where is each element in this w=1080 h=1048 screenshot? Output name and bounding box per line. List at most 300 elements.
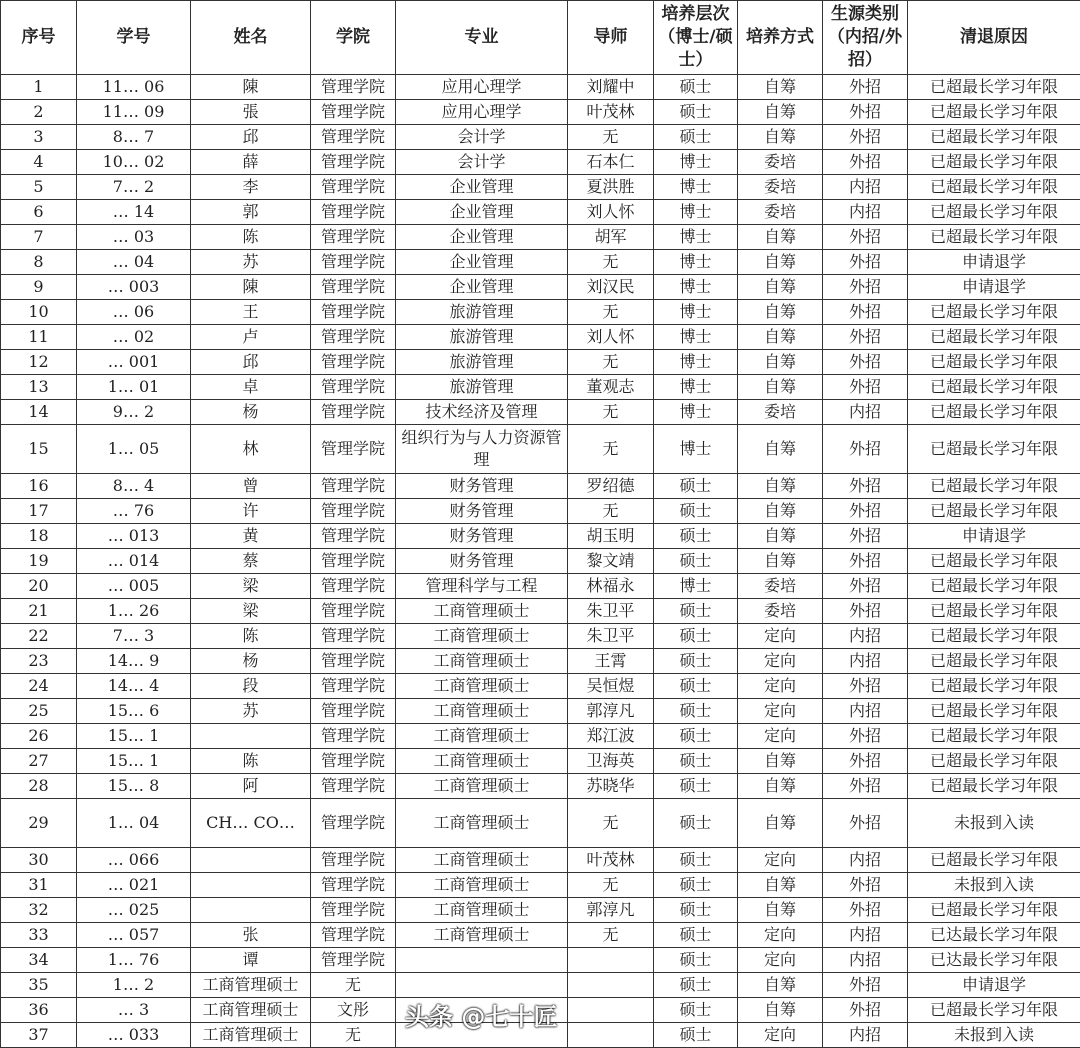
table-row — [1, 275, 1080, 300]
cell-level: 博士 — [654, 325, 738, 350]
cell-reason: 已超最长学习年限 — [908, 150, 1080, 175]
cell-student-id: … 003 — [77, 275, 191, 300]
cell-reason: 已超最长学习年限 — [908, 499, 1080, 524]
cell-no: 21 — [1, 599, 77, 624]
cell-source: 内招 — [823, 848, 908, 873]
cell-major: 应用心理学 — [396, 100, 568, 125]
table-row — [1, 499, 1080, 524]
cell-mode: 自筹 — [738, 524, 823, 549]
cell-student-id: … 033 — [77, 1023, 191, 1048]
table-row — [1, 799, 1080, 848]
cell-advisor: 郭淳凡 — [568, 898, 654, 923]
header-reason: 清退原因 — [908, 1, 1080, 75]
cell-advisor: 朱卫平 — [568, 599, 654, 624]
cell-college: 管理学院 — [311, 300, 396, 325]
cell-no: 31 — [1, 873, 77, 898]
cell-reason: 未报到入读 — [908, 1023, 1080, 1048]
cell-student-id: … 021 — [77, 873, 191, 898]
cell-no: 1 — [1, 75, 77, 100]
cell-mode: 定向 — [738, 923, 823, 948]
cell-reason: 已超最长学习年限 — [908, 325, 1080, 350]
cell-name: 邱 — [191, 125, 311, 150]
cell-reason: 已超最长学习年限 — [908, 774, 1080, 799]
cell-no: 30 — [1, 848, 77, 873]
table-body — [1, 75, 1080, 1048]
cell-major: 工商管理硕士 — [396, 674, 568, 699]
cell-college: 管理学院 — [311, 873, 396, 898]
cell-major: 财务管理 — [396, 524, 568, 549]
cell-mode: 委培 — [738, 400, 823, 425]
cell-level: 博士 — [654, 425, 738, 474]
cell-level: 硕士 — [654, 499, 738, 524]
cell-no: 34 — [1, 948, 77, 973]
table-row — [1, 75, 1080, 100]
cell-advisor — [568, 973, 654, 998]
cell-advisor: 刘汉民 — [568, 275, 654, 300]
cell-major: 旅游管理 — [396, 325, 568, 350]
cell-mode: 自筹 — [738, 774, 823, 799]
cell-name: 蔡 — [191, 549, 311, 574]
cell-level: 博士 — [654, 400, 738, 425]
cell-level: 博士 — [654, 350, 738, 375]
cell-advisor: 石本仁 — [568, 150, 654, 175]
cell-name: 陳 — [191, 275, 311, 300]
table-row — [1, 674, 1080, 699]
cell-student-id: 11… 09 — [77, 100, 191, 125]
cell-no: 25 — [1, 699, 77, 724]
cell-source: 外招 — [823, 350, 908, 375]
cell-reason: 已超最长学习年限 — [908, 574, 1080, 599]
cell-level: 硕士 — [654, 474, 738, 499]
cell-source: 内招 — [823, 948, 908, 973]
cell-level: 博士 — [654, 250, 738, 275]
cell-name: 郭 — [191, 200, 311, 225]
cell-source: 外招 — [823, 898, 908, 923]
cell-major: 工商管理硕士 — [396, 774, 568, 799]
cell-source: 外招 — [823, 150, 908, 175]
cell-college: 管理学院 — [311, 574, 396, 599]
cell-college: 管理学院 — [311, 100, 396, 125]
cell-reason: 已超最长学习年限 — [908, 400, 1080, 425]
cell-level: 硕士 — [654, 898, 738, 923]
cell-no: 2 — [1, 100, 77, 125]
cell-level: 硕士 — [654, 724, 738, 749]
table-row — [1, 724, 1080, 749]
cell-source: 外招 — [823, 524, 908, 549]
cell-no: 26 — [1, 724, 77, 749]
cell-student-id: … 3 — [77, 998, 191, 1023]
cell-name: 阿 — [191, 774, 311, 799]
cell-student-id: … 025 — [77, 898, 191, 923]
cell-no: 27 — [1, 749, 77, 774]
cell-advisor: 罗绍德 — [568, 474, 654, 499]
cell-major: 财务管理 — [396, 549, 568, 574]
cell-student-id: … 02 — [77, 325, 191, 350]
cell-source: 外招 — [823, 873, 908, 898]
cell-name: 張 — [191, 100, 311, 125]
cell-advisor: 夏洪胜 — [568, 175, 654, 200]
cell-student-id: 9… 2 — [77, 400, 191, 425]
table-row — [1, 549, 1080, 574]
cell-no: 3 — [1, 125, 77, 150]
table-row — [1, 375, 1080, 400]
cell-advisor: 叶茂林 — [568, 100, 654, 125]
cell-college: 管理学院 — [311, 425, 396, 474]
cell-major: 财务管理 — [396, 474, 568, 499]
cell-name: 卓 — [191, 375, 311, 400]
cell-mode: 自筹 — [738, 125, 823, 150]
cell-mode: 自筹 — [738, 799, 823, 848]
cell-advisor: 无 — [568, 799, 654, 848]
cell-name: 谭 — [191, 948, 311, 973]
cell-name: 张 — [191, 923, 311, 948]
cell-college: 管理学院 — [311, 499, 396, 524]
cell-college: 管理学院 — [311, 624, 396, 649]
cell-level: 博士 — [654, 225, 738, 250]
cell-college: 管理学院 — [311, 225, 396, 250]
cell-student-id: 15… 1 — [77, 724, 191, 749]
cell-name — [191, 898, 311, 923]
cell-advisor — [568, 998, 654, 1023]
cell-name: 薛 — [191, 150, 311, 175]
cell-advisor: 郑江波 — [568, 724, 654, 749]
cell-reason: 已超最长学习年限 — [908, 350, 1080, 375]
cell-reason: 未报到入读 — [908, 799, 1080, 848]
table-row — [1, 200, 1080, 225]
cell-college: 管理学院 — [311, 325, 396, 350]
cell-name: 曾 — [191, 474, 311, 499]
cell-major: 工商管理硕士 — [396, 799, 568, 848]
cell-name: 段 — [191, 674, 311, 699]
cell-reason: 已超最长学习年限 — [908, 375, 1080, 400]
cell-no: 17 — [1, 499, 77, 524]
cell-level: 硕士 — [654, 1023, 738, 1048]
cell-source: 外招 — [823, 225, 908, 250]
cell-college: 管理学院 — [311, 923, 396, 948]
header-name: 姓名 — [191, 1, 311, 75]
cell-reason: 已达最长学习年限 — [908, 923, 1080, 948]
cell-no: 20 — [1, 574, 77, 599]
cell-student-id: 8… 7 — [77, 125, 191, 150]
cell-mode: 定向 — [738, 948, 823, 973]
cell-reason: 已超最长学习年限 — [908, 674, 1080, 699]
cell-level: 硕士 — [654, 674, 738, 699]
cell-source: 外招 — [823, 425, 908, 474]
cell-advisor: 吴恒煜 — [568, 674, 654, 699]
cell-major: 工商管理硕士 — [396, 749, 568, 774]
cell-name: 卢 — [191, 325, 311, 350]
cell-mode: 定向 — [738, 848, 823, 873]
cell-student-id: … 76 — [77, 499, 191, 524]
cell-level: 硕士 — [654, 973, 738, 998]
cell-major: 管理科学与工程 — [396, 574, 568, 599]
cell-mode: 定向 — [738, 674, 823, 699]
cell-mode: 自筹 — [738, 75, 823, 100]
cell-source: 外招 — [823, 724, 908, 749]
cell-mode: 自筹 — [738, 898, 823, 923]
cell-major: 企业管理 — [396, 175, 568, 200]
cell-major: 工商管理硕士 — [396, 724, 568, 749]
table-row — [1, 649, 1080, 674]
cell-reason: 已超最长学习年限 — [908, 699, 1080, 724]
header-no: 序号 — [1, 1, 77, 75]
cell-advisor: 董观志 — [568, 375, 654, 400]
cell-college: 管理学院 — [311, 649, 396, 674]
cell-reason: 已超最长学习年限 — [908, 75, 1080, 100]
cell-level: 硕士 — [654, 998, 738, 1023]
cell-college: 管理学院 — [311, 699, 396, 724]
header-college: 学院 — [311, 1, 396, 75]
cell-major: 工商管理硕士 — [396, 649, 568, 674]
cell-student-id: 7… 2 — [77, 175, 191, 200]
cell-no: 32 — [1, 898, 77, 923]
cell-college: 管理学院 — [311, 898, 396, 923]
cell-mode: 自筹 — [738, 973, 823, 998]
table-row — [1, 948, 1080, 973]
header-student-id: 学号 — [77, 1, 191, 75]
cell-mode: 自筹 — [738, 474, 823, 499]
table-row — [1, 574, 1080, 599]
cell-source: 外招 — [823, 75, 908, 100]
cell-no: 24 — [1, 674, 77, 699]
cell-no: 7 — [1, 225, 77, 250]
cell-advisor: 胡玉明 — [568, 524, 654, 549]
cell-student-id: 1… 01 — [77, 375, 191, 400]
cell-no: 33 — [1, 923, 77, 948]
cell-major: 工商管理硕士 — [396, 699, 568, 724]
cell-reason: 申请退学 — [908, 524, 1080, 549]
cell-advisor: 郭淳凡 — [568, 699, 654, 724]
cell-source: 内招 — [823, 649, 908, 674]
cell-student-id: … 013 — [77, 524, 191, 549]
cell-college: 管理学院 — [311, 524, 396, 549]
cell-source: 内招 — [823, 923, 908, 948]
cell-student-id: 15… 1 — [77, 749, 191, 774]
cell-mode: 委培 — [738, 599, 823, 624]
cell-source: 外招 — [823, 499, 908, 524]
cell-mode: 自筹 — [738, 425, 823, 474]
table-row — [1, 973, 1080, 998]
cell-name: 王 — [191, 300, 311, 325]
cell-advisor: 卫海英 — [568, 749, 654, 774]
cell-name: 陈 — [191, 749, 311, 774]
cell-college: 无 — [311, 1023, 396, 1048]
cell-major: 应用心理学 — [396, 75, 568, 100]
cell-student-id: 14… 9 — [77, 649, 191, 674]
cell-level: 博士 — [654, 200, 738, 225]
cell-source: 外招 — [823, 300, 908, 325]
cell-source: 外招 — [823, 998, 908, 1023]
cell-advisor: 胡军 — [568, 225, 654, 250]
table-row — [1, 225, 1080, 250]
cell-name: 苏 — [191, 250, 311, 275]
cell-advisor: 林福永 — [568, 574, 654, 599]
watermark: 头条 @七十匠 — [405, 1002, 557, 1032]
cell-no: 8 — [1, 250, 77, 275]
cell-student-id: … 066 — [77, 848, 191, 873]
cell-advisor: 黎文靖 — [568, 549, 654, 574]
table-row — [1, 873, 1080, 898]
cell-level: 硕士 — [654, 799, 738, 848]
cell-level: 硕士 — [654, 749, 738, 774]
cell-source: 外招 — [823, 574, 908, 599]
cell-student-id: 1… 2 — [77, 973, 191, 998]
cell-advisor: 无 — [568, 873, 654, 898]
header-major: 专业 — [396, 1, 568, 75]
cell-college: 管理学院 — [311, 549, 396, 574]
cell-reason: 未报到入读 — [908, 873, 1080, 898]
table-row — [1, 400, 1080, 425]
cell-level: 硕士 — [654, 624, 738, 649]
cell-name: 陈 — [191, 225, 311, 250]
cell-name: 杨 — [191, 649, 311, 674]
cell-advisor: 无 — [568, 350, 654, 375]
cell-advisor: 刘人怀 — [568, 325, 654, 350]
cell-reason: 申请退学 — [908, 275, 1080, 300]
cell-student-id: 7… 3 — [77, 624, 191, 649]
cell-no: 19 — [1, 549, 77, 574]
cell-reason: 已超最长学习年限 — [908, 474, 1080, 499]
cell-level: 博士 — [654, 275, 738, 300]
cell-advisor: 朱卫平 — [568, 624, 654, 649]
table-row — [1, 923, 1080, 948]
cell-major: 旅游管理 — [396, 375, 568, 400]
cell-college: 管理学院 — [311, 75, 396, 100]
table-row — [1, 350, 1080, 375]
cell-college: 管理学院 — [311, 375, 396, 400]
cell-reason: 已超最长学习年限 — [908, 225, 1080, 250]
cell-college: 文彤 — [311, 998, 396, 1023]
table-row — [1, 848, 1080, 873]
cell-name: 林 — [191, 425, 311, 474]
cell-no: 15 — [1, 425, 77, 474]
cell-mode: 自筹 — [738, 325, 823, 350]
cell-level: 硕士 — [654, 873, 738, 898]
cell-reason: 已超最长学习年限 — [908, 300, 1080, 325]
cell-level: 博士 — [654, 175, 738, 200]
cell-name — [191, 848, 311, 873]
cell-major: 旅游管理 — [396, 350, 568, 375]
cell-college: 管理学院 — [311, 599, 396, 624]
table-row — [1, 425, 1080, 474]
cell-level: 博士 — [654, 300, 738, 325]
cell-college: 管理学院 — [311, 350, 396, 375]
cell-name: 梁 — [191, 599, 311, 624]
cell-no: 37 — [1, 1023, 77, 1048]
cell-student-id: 1… 26 — [77, 599, 191, 624]
cell-student-id: 1… 05 — [77, 425, 191, 474]
cell-reason: 已超最长学习年限 — [908, 175, 1080, 200]
cell-mode: 自筹 — [738, 749, 823, 774]
header-source: 生源类别（内招/外招） — [823, 1, 908, 75]
cell-no: 9 — [1, 275, 77, 300]
table-row — [1, 100, 1080, 125]
cell-student-id: 8… 4 — [77, 474, 191, 499]
cell-source: 内招 — [823, 400, 908, 425]
cell-name: 工商管理硕士 — [191, 973, 311, 998]
table-row — [1, 749, 1080, 774]
cell-reason: 已超最长学习年限 — [908, 599, 1080, 624]
cell-mode: 委培 — [738, 200, 823, 225]
cell-student-id: 15… 8 — [77, 774, 191, 799]
cell-source: 外招 — [823, 549, 908, 574]
cell-reason: 已达最长学习年限 — [908, 948, 1080, 973]
cell-major: 工商管理硕士 — [396, 624, 568, 649]
cell-student-id: 15… 6 — [77, 699, 191, 724]
cell-student-id: … 005 — [77, 574, 191, 599]
cell-major: 企业管理 — [396, 275, 568, 300]
cell-college: 管理学院 — [311, 724, 396, 749]
table-row — [1, 624, 1080, 649]
cell-student-id: 10… 02 — [77, 150, 191, 175]
cell-source: 外招 — [823, 474, 908, 499]
cell-no: 23 — [1, 649, 77, 674]
cell-reason: 已超最长学习年限 — [908, 898, 1080, 923]
cell-student-id: … 03 — [77, 225, 191, 250]
cell-major: 会计学 — [396, 150, 568, 175]
cell-level: 硕士 — [654, 848, 738, 873]
cell-reason: 已超最长学习年限 — [908, 749, 1080, 774]
table-row — [1, 250, 1080, 275]
cell-no: 18 — [1, 524, 77, 549]
cell-no: 14 — [1, 400, 77, 425]
cell-student-id: 1… 04 — [77, 799, 191, 848]
cell-name: 陳 — [191, 75, 311, 100]
cell-source: 外招 — [823, 599, 908, 624]
cell-reason: 已超最长学习年限 — [908, 624, 1080, 649]
table-row — [1, 474, 1080, 499]
cell-source: 外招 — [823, 774, 908, 799]
cell-source: 内招 — [823, 699, 908, 724]
cell-reason: 申请退学 — [908, 250, 1080, 275]
cell-advisor: 叶茂林 — [568, 848, 654, 873]
cell-advisor: 无 — [568, 250, 654, 275]
cell-student-id: … 001 — [77, 350, 191, 375]
cell-advisor: 刘耀中 — [568, 75, 654, 100]
cell-college: 管理学院 — [311, 799, 396, 848]
cell-mode: 定向 — [738, 624, 823, 649]
cell-college: 管理学院 — [311, 275, 396, 300]
cell-name: 李 — [191, 175, 311, 200]
cell-name: 许 — [191, 499, 311, 524]
cell-no: 10 — [1, 300, 77, 325]
cell-name: 梁 — [191, 574, 311, 599]
cell-level: 硕士 — [654, 100, 738, 125]
cell-source: 外招 — [823, 674, 908, 699]
cell-college: 管理学院 — [311, 200, 396, 225]
cell-level: 硕士 — [654, 649, 738, 674]
cell-name: 工商管理硕士 — [191, 998, 311, 1023]
cell-college: 管理学院 — [311, 400, 396, 425]
cell-no: 16 — [1, 474, 77, 499]
cell-college: 管理学院 — [311, 848, 396, 873]
cell-level: 硕士 — [654, 125, 738, 150]
cell-no: 4 — [1, 150, 77, 175]
cell-reason: 申请退学 — [908, 973, 1080, 998]
cell-student-id: … 04 — [77, 250, 191, 275]
cell-level: 硕士 — [654, 524, 738, 549]
cell-mode: 自筹 — [738, 100, 823, 125]
cell-major: 工商管理硕士 — [396, 599, 568, 624]
cell-reason: 已超最长学习年限 — [908, 848, 1080, 873]
cell-reason: 已超最长学习年限 — [908, 100, 1080, 125]
cell-source: 外招 — [823, 749, 908, 774]
cell-reason: 已超最长学习年限 — [908, 724, 1080, 749]
cell-advisor: 无 — [568, 400, 654, 425]
cell-student-id: … 014 — [77, 549, 191, 574]
cell-no: 6 — [1, 200, 77, 225]
header-level: 培养层次（博士/硕士） — [654, 1, 738, 75]
